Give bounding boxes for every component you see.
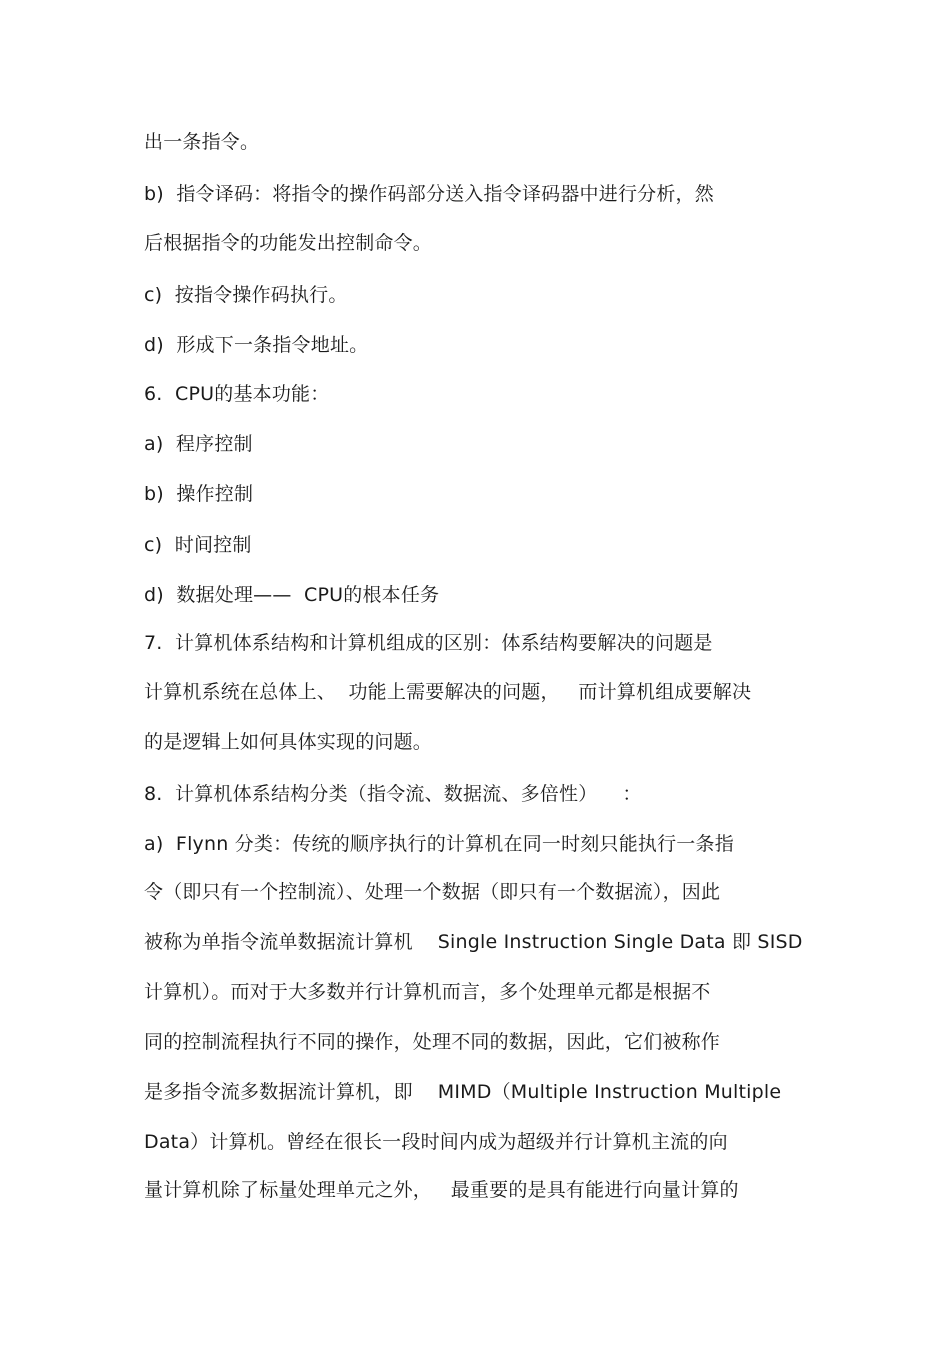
text-line: 量计算机除了标量处理单元之外， 最重要的是具有能进行向量计算的 — [144, 1179, 739, 1201]
text-line: b) 指令译码：将指令的操作码部分送入指令译码器中进行分析，然 — [144, 183, 714, 205]
text-line: 令（即只有一个控制流）、处理一个数据（即只有一个数据流），因此 — [144, 881, 721, 903]
text-line: 8. 计算机体系结构分类（指令流、数据流、多倍性） ： — [144, 783, 642, 805]
text-line: a) 程序控制 — [144, 433, 253, 455]
text-line: 6. CPU的基本功能： — [144, 383, 330, 405]
text-line: 的是逻辑上如何具体实现的问题。 — [144, 731, 433, 753]
text-line: 计算机）。而对于大多数并行计算机而言，多个处理单元都是根据不 — [144, 981, 711, 1003]
text-line: a) Flynn 分类：传统的顺序执行的计算机在同一时刻只能执行一条指 — [144, 833, 734, 855]
text-line: d) 形成下一条指令地址。 — [144, 334, 369, 356]
text-line: 是多指令流多数据流计算机，即 MIMD（Multiple Instruction Multiple — [144, 1081, 782, 1103]
text-line: d) 数据处理—— CPU的根本任务 — [144, 584, 440, 606]
text-line: c) 时间控制 — [144, 534, 252, 556]
text-line: 后根据指令的功能发出控制命令。 — [144, 232, 433, 254]
text-line: 计算机系统在总体上、 功能上需要解决的问题， 而计算机组成要解决 — [144, 681, 752, 703]
text-line: 被称为单指令流单数据流计算机 Single Instruction Single Data 即 SISD — [144, 931, 803, 953]
text-line: 出一条指令。 — [144, 131, 260, 153]
text-line: c) 按指令操作码执行。 — [144, 284, 348, 306]
text-line: 同的控制流程执行不同的操作，处理不同的数据，因此，它们被称作 — [144, 1031, 721, 1053]
text-line: Data）计算机。曾经在很长一段时间内成为超级并行计算机主流的向 — [144, 1131, 728, 1153]
text-line: 7. 计算机体系结构和计算机组成的区别：体系结构要解决的问题是 — [144, 632, 713, 654]
text-line: b) 操作控制 — [144, 483, 254, 505]
